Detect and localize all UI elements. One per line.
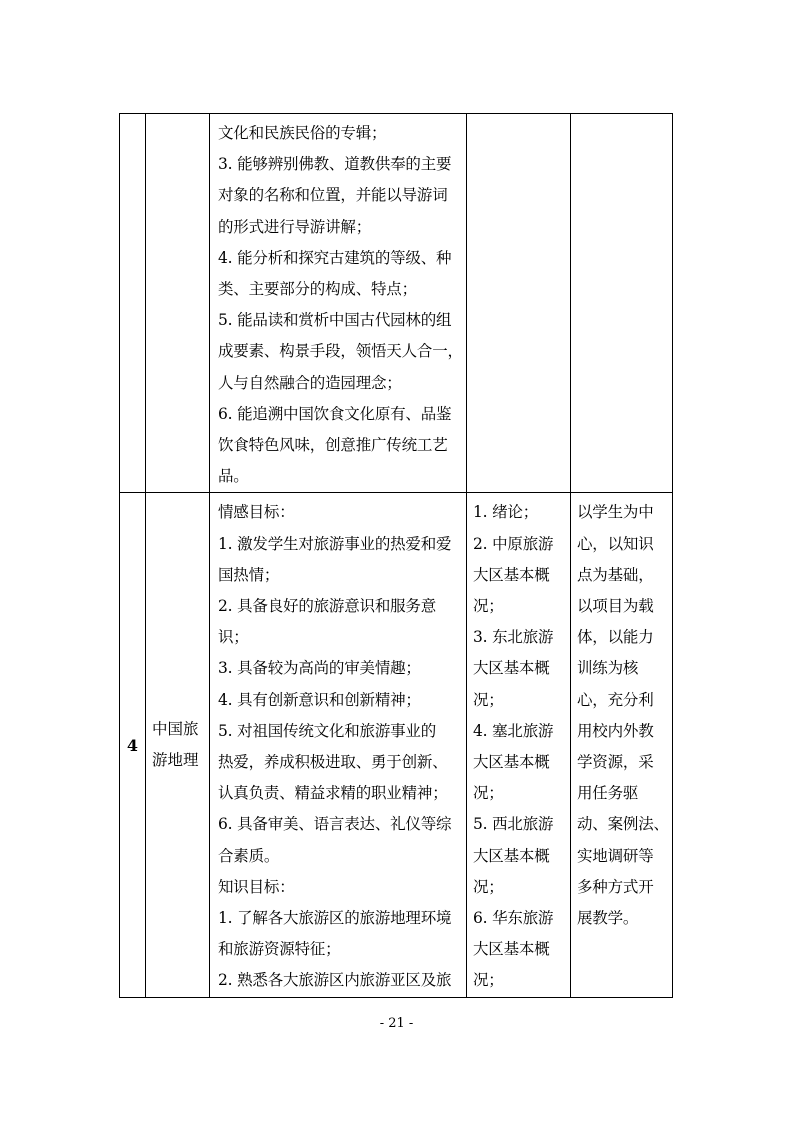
- curriculum-table: [119, 113, 673, 998]
- method-line: 动、案例法、: [577, 815, 669, 834]
- course-number-cell: [120, 493, 146, 997]
- objective-line: 1. 激发学生对旅游事业的热爱和爱: [218, 534, 452, 553]
- content-line: 大区基本概: [473, 753, 550, 772]
- method-line: 体，以能力: [577, 628, 654, 647]
- method-line: 以项目为载: [577, 597, 654, 616]
- table-row: [120, 114, 673, 493]
- content-line: 大区基本概: [473, 846, 550, 865]
- method-cell: [571, 114, 673, 493]
- objective-line: 3. 能够辨别佛教、道教供奉的主要: [218, 155, 452, 174]
- table-row: [120, 493, 673, 997]
- objective-line: 6. 能追溯中国饮食文化原有、品鉴: [218, 404, 452, 423]
- content-line: 大区基本概: [473, 940, 550, 959]
- content-line: 5. 西北旅游: [473, 815, 554, 834]
- content-cell: [467, 114, 571, 493]
- objective-line: 3. 具备较为高尚的审美情趣；: [218, 659, 421, 678]
- course-name-line: 中国旅: [152, 720, 199, 739]
- method-line: 用任务驱: [577, 784, 639, 803]
- content-line: 1. 绪论；: [473, 503, 539, 522]
- objective-line: 和旅游资源特征；: [218, 940, 341, 959]
- objective-line: 文化和民族民俗的专辑；: [218, 124, 387, 142]
- objective-line: 5. 能品读和赏析中国古代园林的组: [218, 311, 452, 330]
- objective-line: 的形式进行导游讲解；: [218, 217, 372, 236]
- page-number: - 21 -: [379, 1016, 414, 1031]
- method-line: 实地调研等: [577, 846, 654, 865]
- content-line: 况；: [473, 784, 504, 803]
- content-line: 2. 中原旅游: [473, 534, 554, 553]
- content-line: 大区基本概: [473, 659, 550, 678]
- objective-line: 成要素、构景手段，领悟天人合一，: [218, 342, 463, 361]
- objective-line: 5. 对祖国传统文化和旅游事业的: [218, 721, 437, 740]
- objectives-cell: [210, 114, 467, 493]
- objective-line: 饮食特色风味，创意推广传统工艺: [218, 436, 448, 455]
- objective-line: 对象的名称和位置，并能以导游词: [218, 186, 448, 205]
- objective-line: 热爱，养成积极进取、勇于创新、: [218, 753, 448, 772]
- content-line: 况；: [473, 597, 504, 616]
- method-line: 训练为核: [577, 659, 639, 678]
- objective-line: 2. 熟悉各大旅游区内旅游亚区及旅: [218, 971, 452, 990]
- content-line: 况；: [473, 877, 504, 896]
- method-cell: [571, 493, 673, 997]
- objective-line: 4. 能分析和探究古建筑的等级、种: [218, 248, 452, 267]
- course-name-cell: [146, 493, 210, 997]
- method-line: 心，充分利: [577, 690, 654, 709]
- objectives-cell: [210, 493, 467, 997]
- method-line: 展教学。: [577, 909, 639, 928]
- objective-line: 2. 具备良好的旅游意识和服务意: [218, 597, 437, 616]
- method-line: 学资源，采: [577, 753, 654, 772]
- content-cell: [467, 493, 571, 997]
- course-name-cell: [146, 114, 210, 493]
- objective-line: 国热情；: [218, 565, 280, 584]
- method-line: 心，以知识: [577, 534, 654, 553]
- objective-line: 合素质。: [218, 846, 280, 865]
- objective-line: 品。: [218, 467, 249, 486]
- content-line: 大区基本概: [473, 565, 550, 584]
- content-line: 3. 东北旅游: [473, 628, 554, 647]
- objective-line: 认真负责、精益求精的职业精神；: [218, 784, 448, 803]
- course-name-line: 游地理: [152, 751, 199, 770]
- content-line: 况；: [473, 971, 504, 990]
- content-line: 6. 华东旅游: [473, 909, 554, 928]
- objective-line: 类、主要部分的构成、特点；: [218, 280, 417, 299]
- objective-line: 人与自然融合的造园理念；: [218, 373, 402, 392]
- objective-line: 知识目标：: [218, 877, 295, 896]
- course-number-cell: [120, 114, 146, 493]
- objective-line: 4. 具有创新意识和创新精神；: [218, 690, 421, 709]
- method-line: 点为基础，: [577, 565, 654, 584]
- objective-line: 识；: [218, 628, 249, 647]
- method-line: 用校内外教: [577, 721, 654, 740]
- content-line: 4. 塞北旅游: [473, 721, 554, 740]
- objective-line: 情感目标：: [218, 503, 295, 522]
- method-line: 多种方式开: [577, 877, 654, 896]
- method-line: 以学生为中: [577, 503, 654, 522]
- content-line: 况；: [473, 690, 504, 709]
- objective-line: 1. 了解各大旅游区的旅游地理环境: [218, 909, 452, 928]
- course-number: 4: [126, 735, 139, 755]
- objective-line: 6. 具备审美、语言表达、礼仪等综: [218, 815, 452, 834]
